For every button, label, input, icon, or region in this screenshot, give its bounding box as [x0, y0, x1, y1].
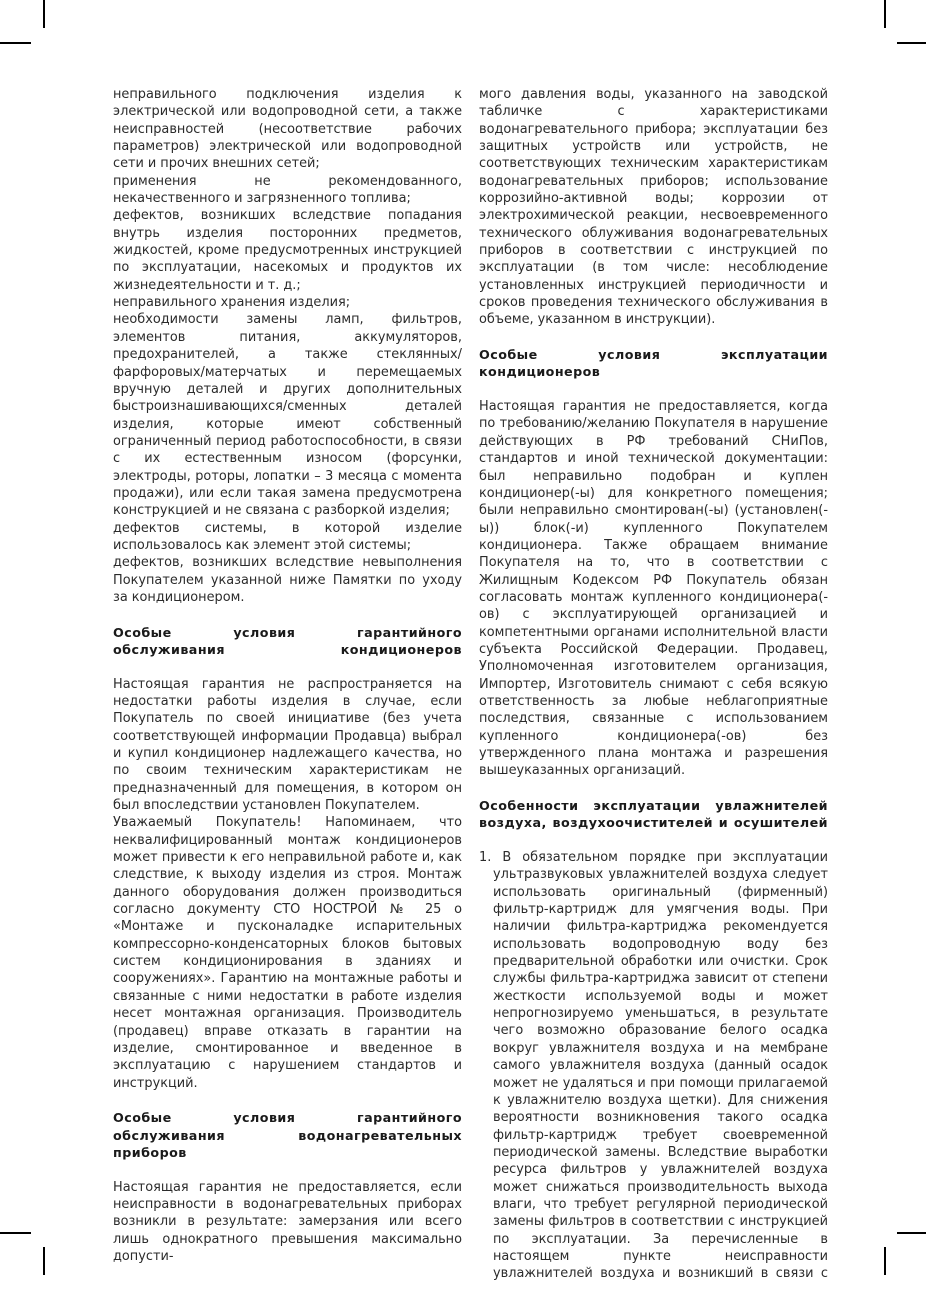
page-body: [113, 86, 828, 1282]
crop-mark-bottom-right-vertical: [884, 1247, 886, 1275]
exclusion-item: дефектов системы, в которой изделие использовалось как элемент этой системы;: [113, 520, 462, 553]
exclusion-item: необходимости замены ламп, фильтров, элементов питания, аккумуляторов, предохранителей, а также стеклянных/фарфоровых/матерчатых и перемещаемых вручную деталей и других дополнительных быстроизнашивающихся/сменных деталей изделия, которые имеют собственный ограниченный период работоспособности, в связи с их естественным износом (форсунки, электроды, роторы, лопатки – 3 месяца с момента продажи), или если такая замена предусмотрена конструкцией и не связана с разборкой изделия;: [113, 312, 462, 519]
crop-mark-top-right-horizontal: [897, 42, 926, 44]
exclusion-item: неправильного хранения изделия;: [113, 295, 351, 311]
continued-paragraph: неправильного подключения изделия к электрической или водопроводной сети, а также неисправностей (несоответствие рабочих параметров) электрической или водопроводной сети и прочих внешних сетей;: [113, 87, 462, 172]
water-heater-warranty-paragraph: Настоящая гарантия не предоставляется, если неисправности в водонагревательных приборах возникли в результате: замерзания или всего лишь однократного превышения максимально допусти-: [113, 1179, 462, 1264]
ac-warranty-paragraph-1: Настоящая гарантия не распространяется на недостатки работы изделия в случае, если Покупатель по своей инициативе (без учета соответствующей информации Продавца) выбрал и купил кондиционер надлежащего качества, но по своим техническим характеристикам не предназначенный для помещения, в котором он был впоследствии установлен Покупателем.: [113, 676, 462, 814]
ac-warranty-paragraph-2: Уважаемый Покупатель! Напоминаем, что неквалифицированный монтаж кондиционеров может привести к его неправильной работе и, как следствие, к выходу изделия из строя. Монтаж данного оборудования должен производиться согласно документу СТО НОСТРОЙ № 25 о «Монтаже и пусконаладке испарительных компрессорно-конденсаторных блоков бытовых систем кондиционирования в зданиях и сооружениях». Гарантию на монтажные работы и связанные с ними недостатки в работе изделия несет монтажная организация. Производитель (продавец) вправе отказать в гарантии на изделие, смонтированное и введенное в эксплуатацию с нарушением стандартов и инструкций.: [113, 815, 462, 1091]
exclusion-item: дефектов, возникших вследствие невыполнения Покупателем указанной ниже Памятки по уходу за кондиционером.: [113, 555, 462, 605]
ac-operation-paragraph: Настоящая гарантия не предоставляется, когда по требованию/желанию Покупателя в нарушение действующих в РФ требований СНиПов, стандартов и иной технической документации: был неправильно подобран и куплен кондиционер(-ы) для конкретного помещения; были неправильно смонтирован(-ы) (установлен(-ы)) блок(-и) купленного Покупателем кондиционера. Также обращаем внимание Покупателя на то, что в соответствии с Жилищным Кодексом РФ Покупатель обязан согласовать монтаж купленного кондиционера(-ов) с эксплуатирующей организацией и компетентными органами исполнительной власти субъекта Российской Федерации. Продавец, Уполномоченная изготовителем организация, Импортер, Изготовитель снимают с себя всякую ответственность за любые неблагоприятные последствия, связанные с использованием купленного кондиционера(-ов) без утвержденного плана монтажа и разрешения вышеуказанных организаций.: [479, 399, 828, 779]
section-heading-ac-warranty: Особые условия гарантийного обслуживания кондиционеров: [113, 624, 462, 657]
crop-mark-bottom-right-horizontal: [897, 1232, 926, 1234]
list-item-number: 1.: [479, 850, 492, 866]
right-column: [479, 86, 828, 1282]
section-heading-ac-operation: Особые условия эксплуатации кондиционеров: [479, 347, 828, 380]
crop-mark-top-left-vertical: [43, 0, 45, 28]
list-item-text: В обязательном порядке при эксплуатации ультразвуковых увлажнителей воздуха следует использовать оригинальный (фирменный) фильтр-картридж для умягчения воды. При наличии фильтра-картриджа рекомендуется использовать водопроводную воду без предварительной обработки или очистки. Срок службы фильтра-картриджа зависит от степени жесткости используемой воды и может непрогнозируемо уменьшаться, в результате чего возможно образование белого осадка вокруг увлажнителя воздуха и на мембране самого увлажнителя воздуха (данный осадок может не удаляться и при помощи прилагаемой к увлажнителю воздуха щетки). Для снижения вероятности возникновения такого осадка фильтр-картридж требует своевременной периодической замены. Вследствие выработки ресурса фильтров у увлажнителей воздуха может снижаться производительность выхода влаги, что требует регулярной периодической замены фильтров в соответствии с инструкцией по эксплуатации. За перечисленные в настоящем пункте неисправности увлажнителей воздуха и возникший в связи с: [493, 850, 828, 1282]
crop-mark-top-right-vertical: [884, 0, 886, 28]
crop-mark-bottom-left-horizontal: [0, 1232, 31, 1234]
continued-paragraph: мого давления воды, указанного на заводской табличке с характеристиками водонагревательного прибора; эксплуатации без защитных устройств или устройств, не соответствующих техническим характеристикам водонагревательных приборов; использование коррозийно-активной воды; коррозии от электрохимической реакции, несвоевременного технического облуживания водонагревательных приборов в соответствии с инструкцией по эксплуатации (в том числе: несоблюдение установленных инструкцией периодичности и сроков проведения технического обслуживания в объеме, указанном в инструкции).: [479, 87, 828, 328]
list-item: [479, 849, 828, 1300]
section-heading-humidifier: Особенности эксплуатации увлажнителей воздуха, воздухоочистителей и осушителей: [479, 798, 828, 831]
crop-mark-bottom-left-vertical: [43, 1247, 45, 1275]
left-column: [113, 86, 462, 1264]
section-heading-water-heater-warranty: Особые условия гарантийного обслуживания водонагревательных приборов: [113, 1110, 462, 1160]
exclusion-item: применения не рекомендованного, некачественного и загрязненного топлива;: [113, 173, 462, 207]
exclusion-item: дефектов, возникших вследствие попадания внутрь изделия посторонних предметов, жидкостей, кроме предусмотренных инструкцией по эксплуатации, насекомых и продуктов их жизнедеятельности и т. д.;: [113, 208, 462, 293]
crop-mark-top-left-horizontal: [0, 42, 31, 44]
